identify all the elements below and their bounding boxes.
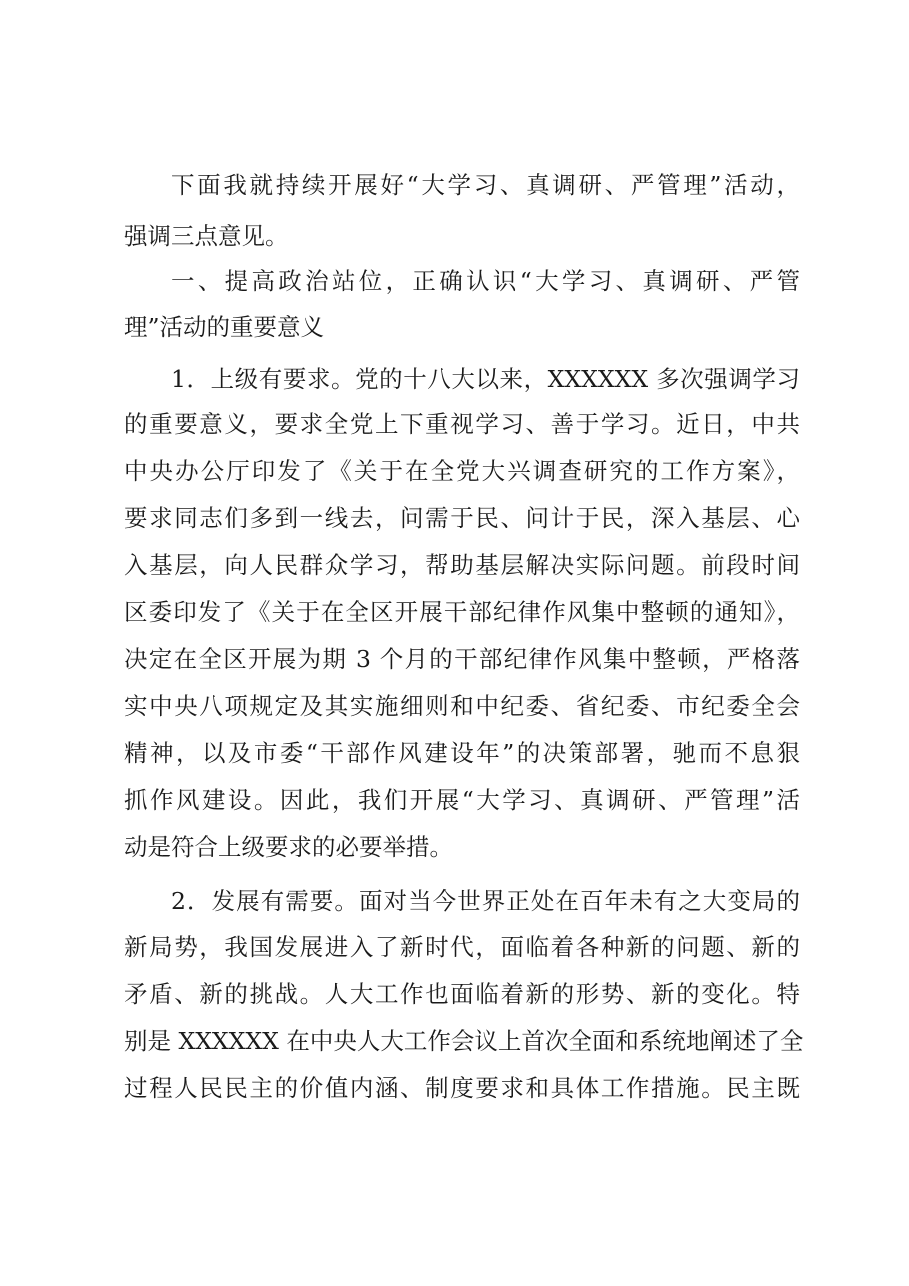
heading-1-line-2: 理”活动的重要意义 [124, 313, 325, 341]
point-1-line-8: 实中央八项规定及其实施细则和中纪委、省纪委、市纪委全会 [124, 692, 800, 720]
intro-line-2: 强调三点意见。 [124, 222, 289, 250]
heading-1-line-1: 一、提高政治站位，正确认识“大学习、真调研、严管 [171, 267, 800, 295]
point-1-line-3: 中央办公厅印发了《关于在全党大兴调查研究的工作方案》， [124, 457, 800, 485]
point-1-line-5: 入基层，向人民群众学习，帮助基层解决实际问题。前段时间 [124, 551, 800, 579]
point-2-line-5: 过程人民民主的价值内涵、制度要求和具体工作措施。民主既 [124, 1074, 800, 1102]
point-1-line-9: 精神，以及市委“干部作风建设年”的决策部署，驰而不息狠 [124, 739, 800, 767]
point-1-line-11: 动是符合上级要求的必要举措。 [124, 833, 453, 861]
point-1-line-7: 决定在全区开展为期 3 个月的干部纪律作风集中整顿，严格落 [124, 645, 800, 673]
point-1-line-6: 区委印发了《关于在全区开展干部纪律作风集中整顿的通知》， [124, 598, 800, 626]
point-2-line-2: 新局势，我国发展进入了新时代，面临着各种新的问题、新的 [124, 933, 800, 961]
point-2-line-4: 别是 XXXXXX 在中央人大工作会议上首次全面和系统地阐述了全 [124, 1027, 804, 1055]
point-1-line-4: 要求同志们多到一线去，问需于民、问计于民，深入基层、心 [124, 504, 800, 532]
intro-line-1: 下面我就持续开展好“大学习、真调研、严管理”活动， [171, 171, 800, 199]
point-1-line-10: 抓作风建设。因此，我们开展“大学习、真调研、严管理”活 [124, 786, 800, 814]
point-1-line-2: 的重要意义，要求全党上下重视学习、善于学习。近日，中共 [124, 410, 800, 438]
point-1-line-1: 1．上级有要求。党的十八大以来，XXXXXX 多次强调学习 [171, 365, 800, 393]
point-2-line-1: 2．发展有需要。面对当今世界正处在百年未有之大变局的 [171, 887, 800, 915]
point-2-line-3: 矛盾、新的挑战。人大工作也面临着新的形势、新的变化。特 [124, 980, 800, 1008]
